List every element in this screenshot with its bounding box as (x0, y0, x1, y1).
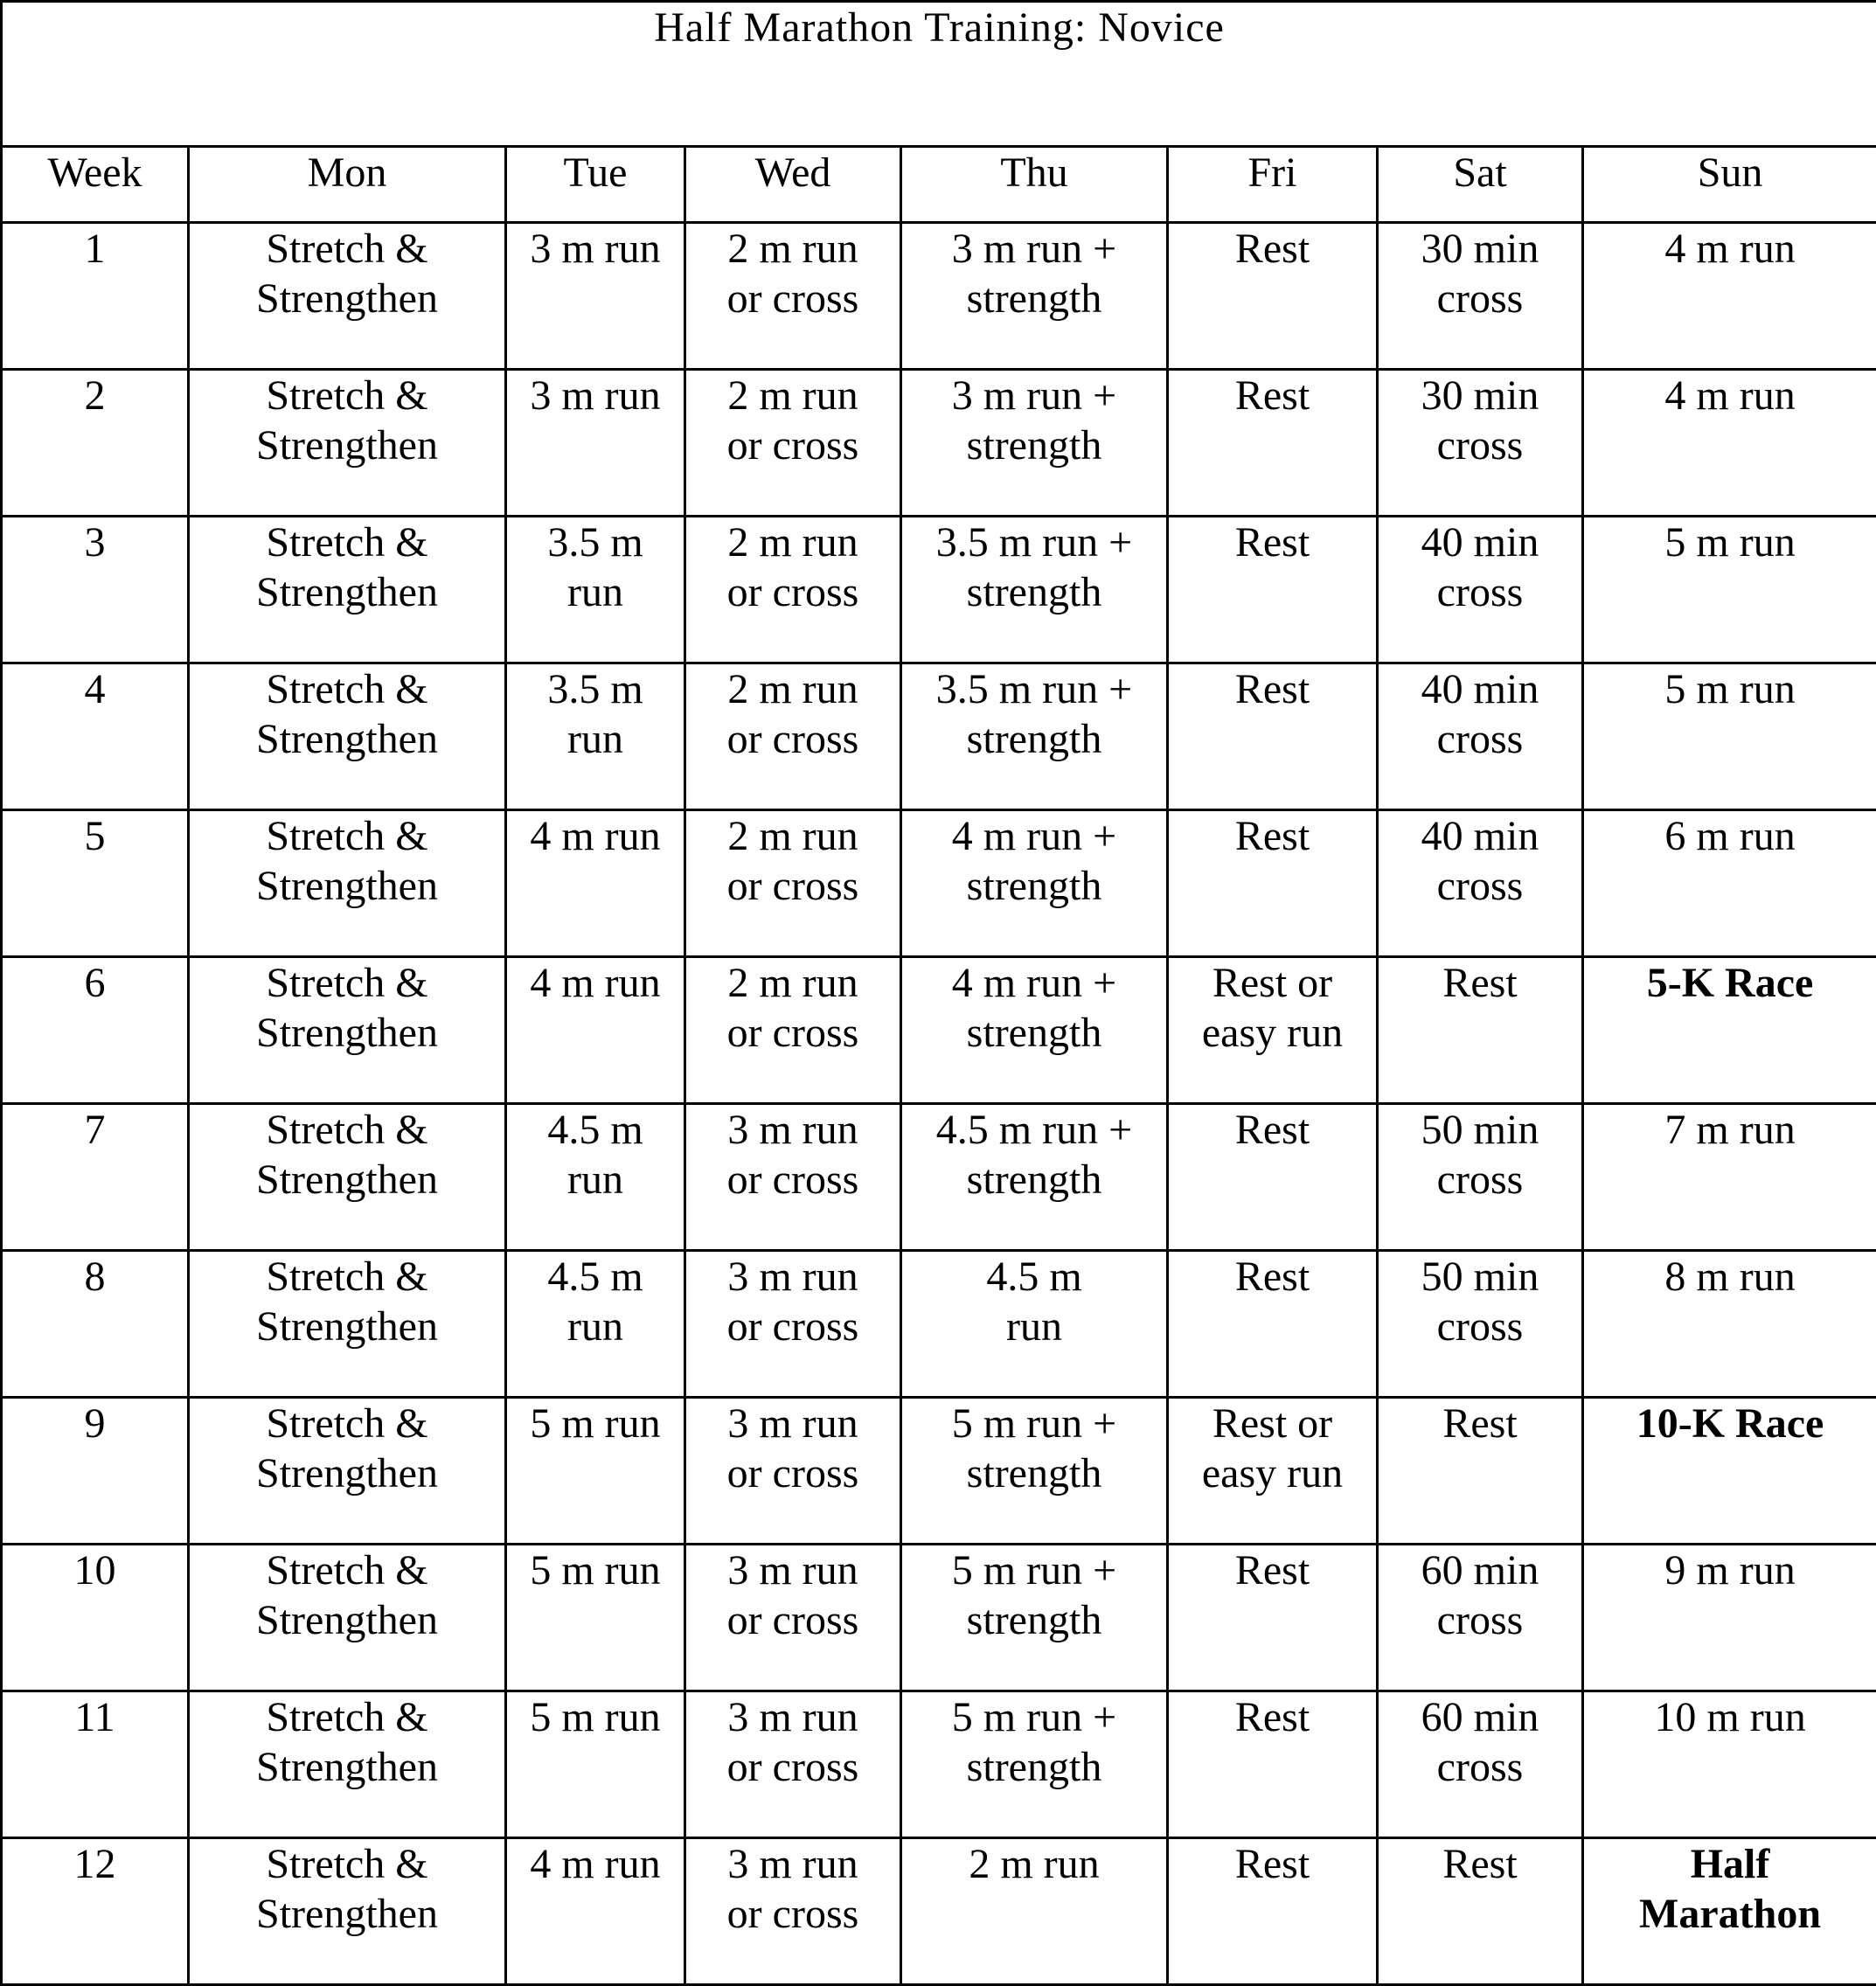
workout-text: 5 m run + strength (902, 1692, 1166, 1792)
cell-fri (1168, 1251, 1378, 1398)
cell-mon (189, 1251, 506, 1398)
cell-wed (685, 517, 901, 663)
cell-tue (506, 1545, 685, 1691)
cell-tue (506, 223, 685, 370)
cell-wed (685, 663, 901, 810)
workout-text: 3 m run or cross (686, 1839, 900, 1939)
week-number: 10 (2, 1545, 189, 1691)
workout-text: Stretch & Strengthen (190, 1545, 504, 1645)
header-row (2, 147, 1876, 223)
workout-text: 40 min cross (1379, 811, 1581, 911)
workout-text: 4 m run (1584, 371, 1876, 420)
cell-sun (1583, 1838, 1876, 1985)
cell-sat (1378, 1838, 1583, 1985)
workout-text: 30 min cross (1379, 371, 1581, 470)
column-header-thu: Thu (901, 147, 1168, 223)
cell-wed (685, 810, 901, 957)
week-number: 3 (2, 517, 189, 663)
workout-text: 50 min cross (1379, 1105, 1581, 1205)
workout-text: 2 m run or cross (686, 224, 900, 323)
week-row (2, 223, 1876, 370)
workout-text: 4 m run + strength (902, 958, 1166, 1058)
week-number: 12 (2, 1838, 189, 1985)
cell-mon (189, 1691, 506, 1838)
cell-sun (1583, 1104, 1876, 1251)
cell-wed (685, 223, 901, 370)
cell-fri (1168, 517, 1378, 663)
cell-fri (1168, 1838, 1378, 1985)
week-number: 4 (2, 663, 189, 810)
workout-text: 4.5 m run (507, 1105, 684, 1205)
workout-text: Rest (1379, 1839, 1581, 1889)
cell-thu (901, 1398, 1168, 1545)
cell-fri (1168, 663, 1378, 810)
workout-text: Stretch & Strengthen (190, 1399, 504, 1498)
workout-text: 30 min cross (1379, 224, 1581, 323)
week-row (2, 370, 1876, 517)
cell-mon (189, 223, 506, 370)
cell-wed (685, 957, 901, 1104)
workout-text: 10 m run (1584, 1692, 1876, 1742)
workout-text: Stretch & Strengthen (190, 664, 504, 764)
workout-text: 40 min cross (1379, 517, 1581, 617)
workout-text: 3 m run (507, 224, 684, 274)
workout-text: 4.5 m run (507, 1252, 684, 1351)
column-header-sun: Sun (1583, 147, 1876, 223)
cell-thu (901, 1545, 1168, 1691)
workout-text: 3 m run or cross (686, 1545, 900, 1645)
workout-text: Rest (1379, 958, 1581, 1008)
workout-text: 50 min cross (1379, 1252, 1581, 1351)
workout-text: 3.5 m run (507, 664, 684, 764)
cell-sun (1583, 957, 1876, 1104)
cell-thu (901, 223, 1168, 370)
workout-text: 3 m run or cross (686, 1105, 900, 1205)
cell-tue (506, 1104, 685, 1251)
cell-mon (189, 517, 506, 663)
cell-sun (1583, 1251, 1876, 1398)
cell-thu (901, 517, 1168, 663)
cell-sat (1378, 1251, 1583, 1398)
workout-text: Rest (1169, 1252, 1376, 1302)
cell-mon (189, 1838, 506, 1985)
workout-text: 2 m run or cross (686, 517, 900, 617)
workout-text: Rest (1169, 1692, 1376, 1742)
cell-tue (506, 1251, 685, 1398)
cell-wed (685, 1691, 901, 1838)
cell-sat (1378, 1104, 1583, 1251)
cell-wed (685, 1838, 901, 1985)
cell-mon (189, 370, 506, 517)
workout-text: 3 m run + strength (902, 224, 1166, 323)
cell-mon (189, 1398, 506, 1545)
cell-wed (685, 1398, 901, 1545)
column-header-tue: Tue (506, 147, 685, 223)
week-number: 8 (2, 1251, 189, 1398)
week-row (2, 957, 1876, 1104)
cell-fri (1168, 957, 1378, 1104)
workout-text: 4.5 m run + strength (902, 1105, 1166, 1205)
workout-text: Rest (1379, 1399, 1581, 1448)
workout-text: Rest (1169, 811, 1376, 861)
workout-text: 5 m run (507, 1399, 684, 1448)
cell-thu (901, 1691, 1168, 1838)
cell-mon (189, 1104, 506, 1251)
week-number: 1 (2, 223, 189, 370)
cell-sun (1583, 370, 1876, 517)
cell-mon (189, 810, 506, 957)
workout-text: 6 m run (1584, 811, 1876, 861)
cell-tue (506, 1398, 685, 1545)
workout-text: 3.5 m run + strength (902, 664, 1166, 764)
workout-text: 2 m run (902, 1839, 1166, 1889)
workout-text: 10-K Race (1584, 1399, 1876, 1448)
cell-fri (1168, 370, 1378, 517)
cell-tue (506, 810, 685, 957)
cell-wed (685, 1545, 901, 1691)
workout-text: Rest (1169, 1839, 1376, 1889)
workout-text: Stretch & Strengthen (190, 1252, 504, 1351)
week-number: 7 (2, 1104, 189, 1251)
week-row (2, 810, 1876, 957)
workout-text: 3 m run (507, 371, 684, 420)
workout-text: 40 min cross (1379, 664, 1581, 764)
cell-sun (1583, 663, 1876, 810)
workout-text: Stretch & Strengthen (190, 1692, 504, 1792)
workout-text: Rest (1169, 1545, 1376, 1595)
workout-text: 2 m run or cross (686, 958, 900, 1058)
week-row (2, 517, 1876, 663)
cell-thu (901, 1838, 1168, 1985)
cell-mon (189, 663, 506, 810)
week-row (2, 663, 1876, 810)
week-number: 9 (2, 1398, 189, 1545)
cell-sat (1378, 1398, 1583, 1545)
week-row (2, 1838, 1876, 1985)
column-header-week: Week (2, 147, 189, 223)
workout-text: Stretch & Strengthen (190, 224, 504, 323)
workout-text: 3 m run or cross (686, 1252, 900, 1351)
workout-text: Rest (1169, 224, 1376, 274)
week-row (2, 1691, 1876, 1838)
column-header-sat: Sat (1378, 147, 1583, 223)
workout-text: 4 m run (1584, 224, 1876, 274)
cell-sat (1378, 517, 1583, 663)
cell-sun (1583, 223, 1876, 370)
workout-text: Rest or easy run (1169, 958, 1376, 1058)
workout-text: Rest (1169, 517, 1376, 567)
cell-tue (506, 1691, 685, 1838)
cell-fri (1168, 1104, 1378, 1251)
cell-sat (1378, 957, 1583, 1104)
cell-thu (901, 957, 1168, 1104)
workout-text: 4.5 m run (902, 1252, 1166, 1351)
cell-sat (1378, 663, 1583, 810)
cell-sat (1378, 223, 1583, 370)
cell-tue (506, 663, 685, 810)
workout-text: 5 m run (1584, 517, 1876, 567)
cell-mon (189, 1545, 506, 1691)
workout-text: 2 m run or cross (686, 664, 900, 764)
cell-thu (901, 663, 1168, 810)
workout-text: Half Marathon (1584, 1839, 1876, 1939)
week-row (2, 1251, 1876, 1398)
workout-text: 3.5 m run + strength (902, 517, 1166, 617)
workout-text: Rest (1169, 371, 1376, 420)
workout-text: 4 m run + strength (902, 811, 1166, 911)
cell-thu (901, 1104, 1168, 1251)
workout-text: 3 m run + strength (902, 371, 1166, 470)
workout-text: 4 m run (507, 958, 684, 1008)
workout-text: 8 m run (1584, 1252, 1876, 1302)
cell-mon (189, 957, 506, 1104)
workout-text: 5 m run + strength (902, 1545, 1166, 1645)
week-number: 5 (2, 810, 189, 957)
week-row (2, 1104, 1876, 1251)
cell-fri (1168, 1398, 1378, 1545)
cell-wed (685, 370, 901, 517)
workout-text: 3 m run or cross (686, 1399, 900, 1498)
cell-sun (1583, 517, 1876, 663)
cell-sun (1583, 810, 1876, 957)
cell-thu (901, 1251, 1168, 1398)
workout-text: 2 m run or cross (686, 371, 900, 470)
cell-fri (1168, 1545, 1378, 1691)
cell-sun (1583, 1398, 1876, 1545)
page-title: Half Marathon Training: Novice (2, 2, 1876, 147)
cell-fri (1168, 1691, 1378, 1838)
workout-text: 5 m run (1584, 664, 1876, 714)
workout-text: 4 m run (507, 1839, 684, 1889)
workout-text: Rest or easy run (1169, 1399, 1376, 1498)
workout-text: 5 m run + strength (902, 1399, 1166, 1498)
workout-text: 5 m run (507, 1545, 684, 1595)
workout-text: 2 m run or cross (686, 811, 900, 911)
cell-fri (1168, 223, 1378, 370)
workout-text: 5 m run (507, 1692, 684, 1742)
cell-tue (506, 517, 685, 663)
cell-tue (506, 957, 685, 1104)
week-row (2, 1398, 1876, 1545)
week-number: 6 (2, 957, 189, 1104)
workout-text: Stretch & Strengthen (190, 371, 504, 470)
workout-text: 3.5 m run (507, 517, 684, 617)
workout-text: 3 m run or cross (686, 1692, 900, 1792)
cell-sat (1378, 1691, 1583, 1838)
workout-text: Rest (1169, 1105, 1376, 1155)
week-row (2, 1545, 1876, 1691)
column-header-fri: Fri (1168, 147, 1378, 223)
workout-text: 60 min cross (1379, 1692, 1581, 1792)
cell-fri (1168, 810, 1378, 957)
column-header-wed: Wed (685, 147, 901, 223)
cell-tue (506, 1838, 685, 1985)
column-header-mon: Mon (189, 147, 506, 223)
workout-text: Stretch & Strengthen (190, 811, 504, 911)
cell-sat (1378, 370, 1583, 517)
cell-wed (685, 1104, 901, 1251)
cell-sun (1583, 1545, 1876, 1691)
cell-sat (1378, 810, 1583, 957)
week-number: 11 (2, 1691, 189, 1838)
workout-text: Stretch & Strengthen (190, 517, 504, 617)
workout-text: Stretch & Strengthen (190, 958, 504, 1058)
cell-wed (685, 1251, 901, 1398)
workout-text: Rest (1169, 664, 1376, 714)
workout-text: 60 min cross (1379, 1545, 1581, 1645)
cell-thu (901, 370, 1168, 517)
workout-text: Stretch & Strengthen (190, 1839, 504, 1939)
workout-text: 9 m run (1584, 1545, 1876, 1595)
workout-text: 5-K Race (1584, 958, 1876, 1008)
cell-thu (901, 810, 1168, 957)
workout-text: Stretch & Strengthen (190, 1105, 504, 1205)
week-number: 2 (2, 370, 189, 517)
workout-text: 4 m run (507, 811, 684, 861)
cell-sun (1583, 1691, 1876, 1838)
cell-tue (506, 370, 685, 517)
workout-text: 7 m run (1584, 1105, 1876, 1155)
cell-sat (1378, 1545, 1583, 1691)
